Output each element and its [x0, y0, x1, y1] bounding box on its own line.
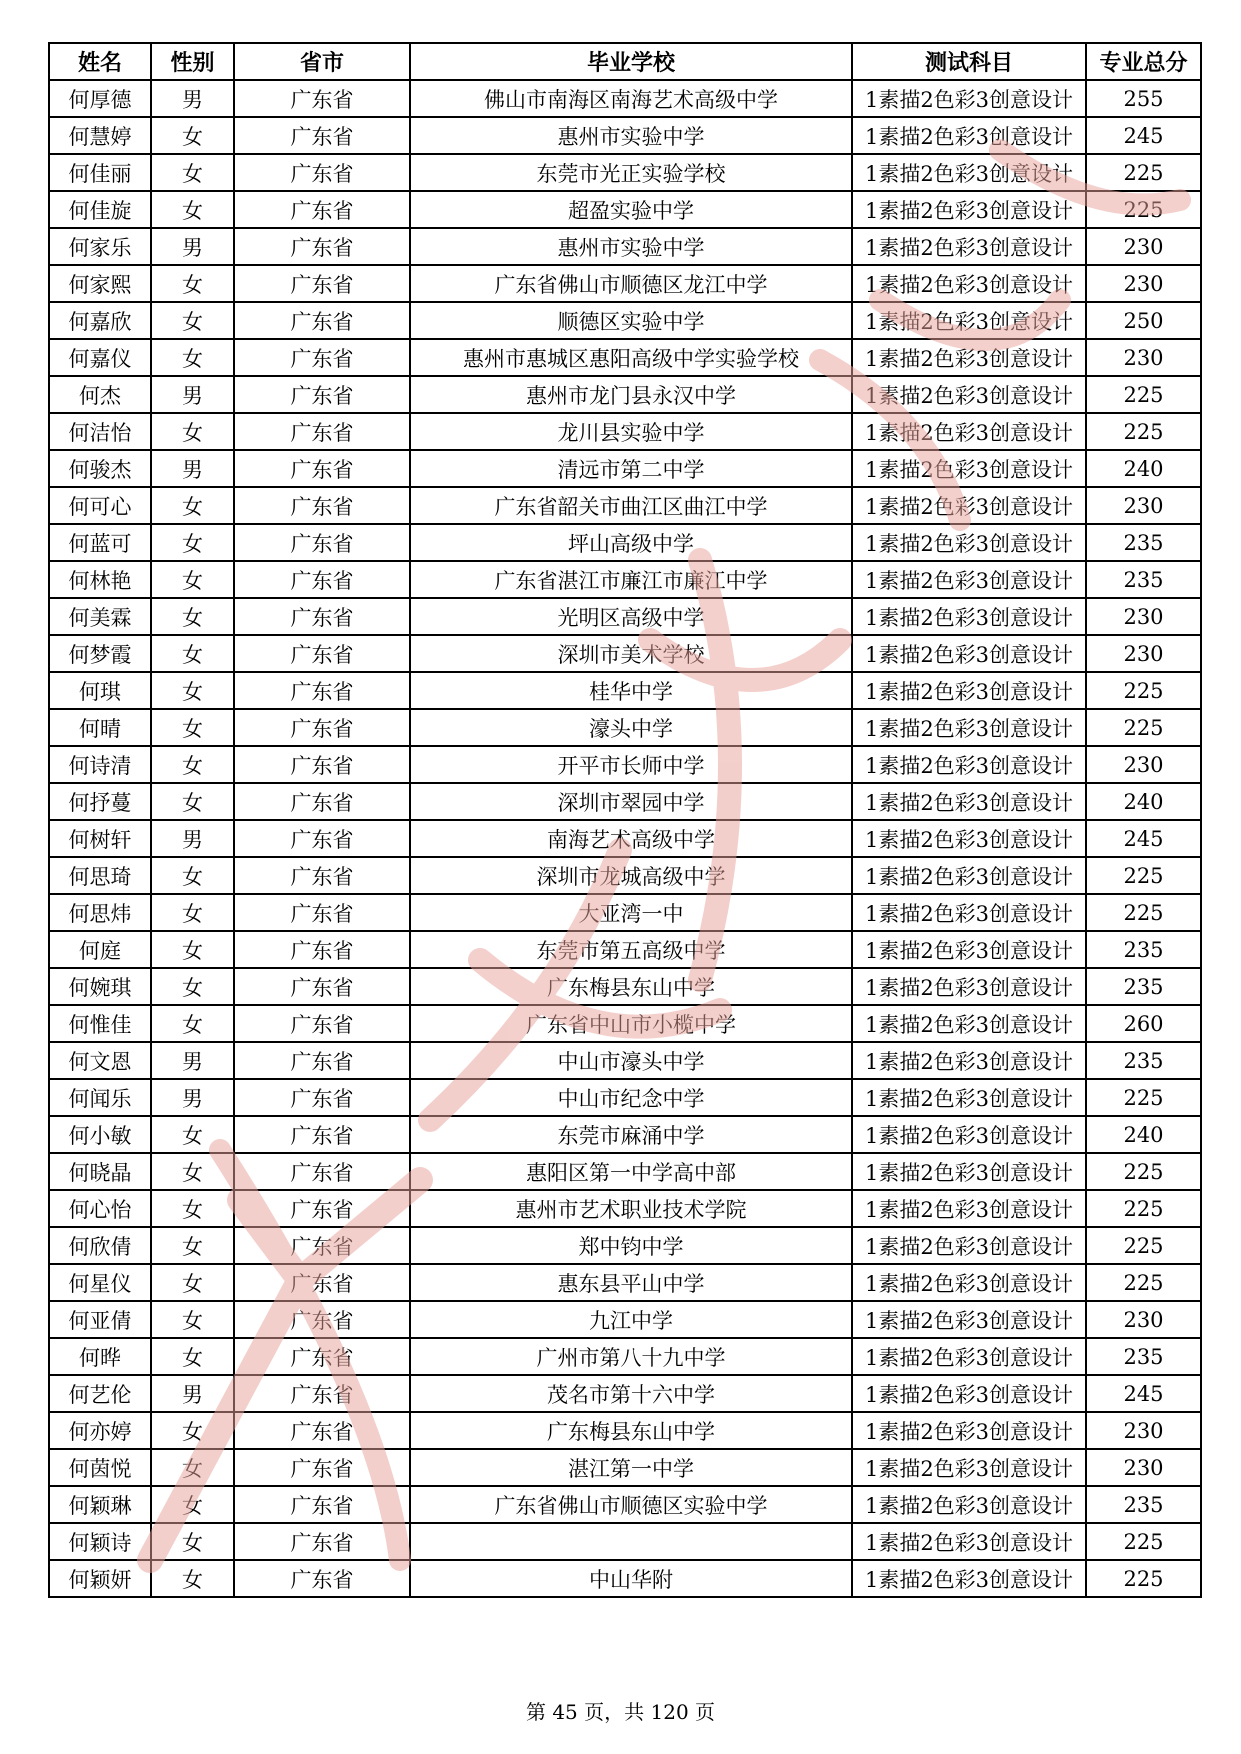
cell-subjects: 1素描2色彩3创意设计 [852, 635, 1086, 672]
cell-name: 何颖妍 [49, 1560, 151, 1597]
cell-name: 何厚德 [49, 80, 151, 117]
cell-school: 九江中学 [410, 1301, 852, 1338]
cell-province: 广东省 [234, 524, 410, 561]
cell-school: 广东省佛山市顺德区实验中学 [410, 1486, 852, 1523]
cell-subjects: 1素描2色彩3创意设计 [852, 820, 1086, 857]
cell-province: 广东省 [234, 376, 410, 413]
cell-subjects: 1素描2色彩3创意设计 [852, 783, 1086, 820]
cell-gender: 女 [151, 1412, 234, 1449]
cell-gender: 男 [151, 450, 234, 487]
cell-school: 清远市第二中学 [410, 450, 852, 487]
cell-gender: 女 [151, 1264, 234, 1301]
cell-total-score: 240 [1086, 783, 1201, 820]
cell-total-score: 235 [1086, 561, 1201, 598]
table-row [49, 265, 1201, 302]
cell-subjects: 1素描2色彩3创意设计 [852, 598, 1086, 635]
cell-gender: 女 [151, 302, 234, 339]
cell-gender: 女 [151, 894, 234, 931]
table-row [49, 1560, 1201, 1597]
cell-school: 南海艺术高级中学 [410, 820, 852, 857]
cell-name: 何闻乐 [49, 1079, 151, 1116]
cell-school: 惠州市惠城区惠阳高级中学实验学校 [410, 339, 852, 376]
cell-subjects: 1素描2色彩3创意设计 [852, 1301, 1086, 1338]
cell-subjects: 1素描2色彩3创意设计 [852, 1486, 1086, 1523]
cell-province: 广东省 [234, 709, 410, 746]
cell-school: 坪山高级中学 [410, 524, 852, 561]
cell-total-score: 230 [1086, 1449, 1201, 1486]
cell-name: 何思琦 [49, 857, 151, 894]
cell-province: 广东省 [234, 1079, 410, 1116]
cell-gender: 女 [151, 783, 234, 820]
cell-school: 中山华附 [410, 1560, 852, 1597]
table-row [49, 894, 1201, 931]
cell-school: 惠州市龙门县永汉中学 [410, 376, 852, 413]
table-row [49, 1264, 1201, 1301]
cell-subjects: 1素描2色彩3创意设计 [852, 487, 1086, 524]
cell-gender: 女 [151, 709, 234, 746]
cell-subjects: 1素描2色彩3创意设计 [852, 1116, 1086, 1153]
cell-total-score: 240 [1086, 450, 1201, 487]
cell-province: 广东省 [234, 1264, 410, 1301]
cell-subjects: 1素描2色彩3创意设计 [852, 709, 1086, 746]
cell-subjects: 1素描2色彩3创意设计 [852, 1412, 1086, 1449]
cell-province: 广东省 [234, 894, 410, 931]
cell-name: 何美霖 [49, 598, 151, 635]
cell-gender: 女 [151, 672, 234, 709]
cell-gender: 女 [151, 1005, 234, 1042]
cell-gender: 女 [151, 1153, 234, 1190]
table-row [49, 598, 1201, 635]
cell-total-score: 225 [1086, 1523, 1201, 1560]
cell-name: 何艺伦 [49, 1375, 151, 1412]
header-gender: 性别 [151, 43, 234, 80]
table-row [49, 709, 1201, 746]
cell-school: 广东梅县东山中学 [410, 968, 852, 1005]
cell-school: 佛山市南海区南海艺术高级中学 [410, 80, 852, 117]
cell-school: 惠阳区第一中学高中部 [410, 1153, 852, 1190]
table-row [49, 1116, 1201, 1153]
table-row [49, 154, 1201, 191]
cell-subjects: 1素描2色彩3创意设计 [852, 1079, 1086, 1116]
cell-total-score: 250 [1086, 302, 1201, 339]
cell-province: 广东省 [234, 1560, 410, 1597]
cell-gender: 女 [151, 968, 234, 1005]
cell-school: 惠州市实验中学 [410, 228, 852, 265]
cell-name: 何欣倩 [49, 1227, 151, 1264]
cell-name: 何茵悦 [49, 1449, 151, 1486]
cell-gender: 女 [151, 413, 234, 450]
table-row [49, 1486, 1201, 1523]
cell-province: 广东省 [234, 154, 410, 191]
cell-province: 广东省 [234, 487, 410, 524]
cell-total-score: 230 [1086, 746, 1201, 783]
table-row [49, 413, 1201, 450]
cell-school: 湛江第一中学 [410, 1449, 852, 1486]
cell-subjects: 1素描2色彩3创意设计 [852, 191, 1086, 228]
cell-name: 何树轩 [49, 820, 151, 857]
cell-subjects: 1素描2色彩3创意设计 [852, 80, 1086, 117]
cell-school: 深圳市翠园中学 [410, 783, 852, 820]
header-school: 毕业学校 [410, 43, 852, 80]
cell-subjects: 1素描2色彩3创意设计 [852, 339, 1086, 376]
cell-province: 广东省 [234, 450, 410, 487]
table-row [49, 1301, 1201, 1338]
cell-subjects: 1素描2色彩3创意设计 [852, 672, 1086, 709]
cell-province: 广东省 [234, 968, 410, 1005]
cell-school [410, 1523, 852, 1560]
table-row [49, 339, 1201, 376]
cell-total-score: 235 [1086, 524, 1201, 561]
table-row [49, 1523, 1201, 1560]
cell-total-score: 235 [1086, 1486, 1201, 1523]
cell-name: 何亚倩 [49, 1301, 151, 1338]
cell-total-score: 235 [1086, 1338, 1201, 1375]
cell-subjects: 1素描2色彩3创意设计 [852, 524, 1086, 561]
cell-province: 广东省 [234, 857, 410, 894]
cell-total-score: 245 [1086, 1375, 1201, 1412]
cell-total-score: 230 [1086, 339, 1201, 376]
cell-province: 广东省 [234, 228, 410, 265]
cell-gender: 女 [151, 1301, 234, 1338]
cell-school: 广东省中山市小榄中学 [410, 1005, 852, 1042]
cell-name: 何文恩 [49, 1042, 151, 1079]
cell-total-score: 245 [1086, 117, 1201, 154]
cell-subjects: 1素描2色彩3创意设计 [852, 154, 1086, 191]
cell-province: 广东省 [234, 117, 410, 154]
table-row [49, 302, 1201, 339]
cell-gender: 女 [151, 339, 234, 376]
cell-province: 广东省 [234, 1227, 410, 1264]
table-row [49, 487, 1201, 524]
cell-school: 广东省佛山市顺德区龙江中学 [410, 265, 852, 302]
cell-total-score: 230 [1086, 228, 1201, 265]
cell-school: 东莞市光正实验学校 [410, 154, 852, 191]
table-row [49, 1449, 1201, 1486]
cell-gender: 女 [151, 117, 234, 154]
cell-total-score: 225 [1086, 857, 1201, 894]
cell-total-score: 225 [1086, 1227, 1201, 1264]
cell-province: 广东省 [234, 672, 410, 709]
table-row [49, 1005, 1201, 1042]
page-footer: 第 45 页，共 120 页 [525, 1700, 716, 1724]
cell-province: 广东省 [234, 746, 410, 783]
cell-school: 东莞市第五高级中学 [410, 931, 852, 968]
cell-gender: 女 [151, 1190, 234, 1227]
cell-province: 广东省 [234, 635, 410, 672]
cell-name: 何骏杰 [49, 450, 151, 487]
cell-total-score: 230 [1086, 635, 1201, 672]
cell-subjects: 1素描2色彩3创意设计 [852, 1375, 1086, 1412]
table-row [49, 450, 1201, 487]
cell-gender: 男 [151, 228, 234, 265]
cell-gender: 女 [151, 1116, 234, 1153]
cell-total-score: 225 [1086, 1079, 1201, 1116]
cell-province: 广东省 [234, 1486, 410, 1523]
cell-name: 何抒蔓 [49, 783, 151, 820]
cell-gender: 男 [151, 80, 234, 117]
cell-gender: 女 [151, 154, 234, 191]
cell-gender: 女 [151, 1449, 234, 1486]
header-subjects: 测试科目 [852, 43, 1086, 80]
cell-school: 光明区高级中学 [410, 598, 852, 635]
table-row [49, 820, 1201, 857]
cell-province: 广东省 [234, 1190, 410, 1227]
cell-subjects: 1素描2色彩3创意设计 [852, 1338, 1086, 1375]
cell-gender: 女 [151, 561, 234, 598]
cell-gender: 女 [151, 191, 234, 228]
table-body [49, 80, 1201, 1597]
cell-province: 广东省 [234, 1523, 410, 1560]
cell-subjects: 1素描2色彩3创意设计 [852, 1227, 1086, 1264]
cell-gender: 女 [151, 931, 234, 968]
cell-name: 何婉琪 [49, 968, 151, 1005]
cell-gender: 女 [151, 1338, 234, 1375]
cell-total-score: 230 [1086, 1412, 1201, 1449]
cell-province: 广东省 [234, 191, 410, 228]
cell-province: 广东省 [234, 598, 410, 635]
cell-province: 广东省 [234, 1005, 410, 1042]
cell-total-score: 225 [1086, 1153, 1201, 1190]
cell-province: 广东省 [234, 1449, 410, 1486]
cell-total-score: 225 [1086, 413, 1201, 450]
results-table [48, 42, 1202, 1598]
cell-province: 广东省 [234, 1375, 410, 1412]
cell-subjects: 1素描2色彩3创意设计 [852, 1042, 1086, 1079]
cell-name: 何思炜 [49, 894, 151, 931]
cell-school: 超盈实验中学 [410, 191, 852, 228]
cell-total-score: 245 [1086, 820, 1201, 857]
cell-subjects: 1素描2色彩3创意设计 [852, 894, 1086, 931]
cell-name: 何心怡 [49, 1190, 151, 1227]
results-table-container [48, 42, 1200, 1598]
table-row [49, 376, 1201, 413]
cell-total-score: 225 [1086, 709, 1201, 746]
cell-school: 顺德区实验中学 [410, 302, 852, 339]
cell-subjects: 1素描2色彩3创意设计 [852, 746, 1086, 783]
cell-name: 何佳丽 [49, 154, 151, 191]
table-row [49, 1412, 1201, 1449]
cell-school: 惠东县平山中学 [410, 1264, 852, 1301]
cell-province: 广东省 [234, 783, 410, 820]
cell-subjects: 1素描2色彩3创意设计 [852, 1449, 1086, 1486]
table-row [49, 857, 1201, 894]
table-row [49, 524, 1201, 561]
cell-province: 广东省 [234, 1116, 410, 1153]
table-row [49, 968, 1201, 1005]
cell-province: 广东省 [234, 1153, 410, 1190]
cell-gender: 男 [151, 1375, 234, 1412]
header-name: 姓名 [49, 43, 151, 80]
cell-school: 广东省湛江市廉江市廉江中学 [410, 561, 852, 598]
table-row [49, 1338, 1201, 1375]
cell-name: 何家熙 [49, 265, 151, 302]
table-row [49, 1227, 1201, 1264]
cell-school: 龙川县实验中学 [410, 413, 852, 450]
cell-province: 广东省 [234, 1301, 410, 1338]
cell-total-score: 225 [1086, 672, 1201, 709]
cell-name: 何可心 [49, 487, 151, 524]
cell-name: 何颖诗 [49, 1523, 151, 1560]
cell-school: 濠头中学 [410, 709, 852, 746]
cell-subjects: 1素描2色彩3创意设计 [852, 302, 1086, 339]
table-row [49, 191, 1201, 228]
cell-gender: 女 [151, 487, 234, 524]
cell-name: 何晓晶 [49, 1153, 151, 1190]
cell-province: 广东省 [234, 302, 410, 339]
cell-school: 深圳市美术学校 [410, 635, 852, 672]
cell-school: 茂名市第十六中学 [410, 1375, 852, 1412]
cell-gender: 女 [151, 635, 234, 672]
cell-name: 何慧婷 [49, 117, 151, 154]
cell-school: 惠州市艺术职业技术学院 [410, 1190, 852, 1227]
cell-subjects: 1素描2色彩3创意设计 [852, 1264, 1086, 1301]
cell-total-score: 225 [1086, 191, 1201, 228]
table-row [49, 1190, 1201, 1227]
cell-school: 东莞市麻涌中学 [410, 1116, 852, 1153]
cell-gender: 男 [151, 1042, 234, 1079]
cell-total-score: 225 [1086, 1190, 1201, 1227]
cell-province: 广东省 [234, 339, 410, 376]
cell-gender: 女 [151, 1523, 234, 1560]
cell-name: 何亦婷 [49, 1412, 151, 1449]
cell-school: 广东梅县东山中学 [410, 1412, 852, 1449]
cell-school: 大亚湾一中 [410, 894, 852, 931]
table-row [49, 635, 1201, 672]
cell-subjects: 1素描2色彩3创意设计 [852, 265, 1086, 302]
cell-name: 何惟佳 [49, 1005, 151, 1042]
cell-school: 桂华中学 [410, 672, 852, 709]
table-row [49, 672, 1201, 709]
header-province: 省市 [234, 43, 410, 80]
cell-school: 深圳市龙城高级中学 [410, 857, 852, 894]
cell-gender: 男 [151, 820, 234, 857]
cell-subjects: 1素描2色彩3创意设计 [852, 1005, 1086, 1042]
cell-province: 广东省 [234, 80, 410, 117]
cell-total-score: 235 [1086, 931, 1201, 968]
cell-gender: 女 [151, 1486, 234, 1523]
cell-school: 广东省韶关市曲江区曲江中学 [410, 487, 852, 524]
cell-name: 何梦霞 [49, 635, 151, 672]
cell-province: 广东省 [234, 1412, 410, 1449]
cell-name: 何小敏 [49, 1116, 151, 1153]
cell-subjects: 1素描2色彩3创意设计 [852, 376, 1086, 413]
cell-total-score: 225 [1086, 1560, 1201, 1597]
cell-name: 何洁怡 [49, 413, 151, 450]
cell-subjects: 1素描2色彩3创意设计 [852, 228, 1086, 265]
cell-province: 广东省 [234, 1042, 410, 1079]
table-row [49, 1079, 1201, 1116]
table-header-row [49, 43, 1201, 80]
table-row [49, 1042, 1201, 1079]
cell-name: 何晔 [49, 1338, 151, 1375]
cell-gender: 男 [151, 1079, 234, 1116]
cell-gender: 女 [151, 1560, 234, 1597]
cell-province: 广东省 [234, 931, 410, 968]
cell-name: 何琪 [49, 672, 151, 709]
cell-subjects: 1素描2色彩3创意设计 [852, 117, 1086, 154]
cell-province: 广东省 [234, 561, 410, 598]
cell-subjects: 1素描2色彩3创意设计 [852, 968, 1086, 1005]
cell-province: 广东省 [234, 265, 410, 302]
cell-name: 何蓝可 [49, 524, 151, 561]
cell-province: 广东省 [234, 820, 410, 857]
cell-gender: 男 [151, 376, 234, 413]
cell-subjects: 1素描2色彩3创意设计 [852, 931, 1086, 968]
cell-total-score: 225 [1086, 894, 1201, 931]
table-row [49, 746, 1201, 783]
cell-name: 何嘉仪 [49, 339, 151, 376]
table-row [49, 1375, 1201, 1412]
cell-subjects: 1素描2色彩3创意设计 [852, 1523, 1086, 1560]
cell-gender: 女 [151, 598, 234, 635]
cell-total-score: 240 [1086, 1116, 1201, 1153]
cell-total-score: 235 [1086, 968, 1201, 1005]
cell-name: 何诗清 [49, 746, 151, 783]
cell-total-score: 230 [1086, 265, 1201, 302]
cell-gender: 女 [151, 265, 234, 302]
cell-name: 何佳旋 [49, 191, 151, 228]
cell-subjects: 1素描2色彩3创意设计 [852, 450, 1086, 487]
cell-name: 何家乐 [49, 228, 151, 265]
table-row [49, 80, 1201, 117]
cell-total-score: 230 [1086, 598, 1201, 635]
table-row [49, 561, 1201, 598]
cell-name: 何晴 [49, 709, 151, 746]
cell-total-score: 225 [1086, 154, 1201, 191]
cell-name: 何嘉欣 [49, 302, 151, 339]
cell-province: 广东省 [234, 1338, 410, 1375]
cell-total-score: 230 [1086, 1301, 1201, 1338]
cell-subjects: 1素描2色彩3创意设计 [852, 561, 1086, 598]
table-row [49, 1153, 1201, 1190]
cell-total-score: 230 [1086, 487, 1201, 524]
cell-gender: 女 [151, 1227, 234, 1264]
table-row [49, 931, 1201, 968]
cell-subjects: 1素描2色彩3创意设计 [852, 857, 1086, 894]
cell-school: 中山市濠头中学 [410, 1042, 852, 1079]
cell-name: 何林艳 [49, 561, 151, 598]
cell-subjects: 1素描2色彩3创意设计 [852, 1560, 1086, 1597]
cell-total-score: 255 [1086, 80, 1201, 117]
cell-gender: 女 [151, 746, 234, 783]
cell-school: 广州市第八十九中学 [410, 1338, 852, 1375]
cell-subjects: 1素描2色彩3创意设计 [852, 1190, 1086, 1227]
cell-total-score: 225 [1086, 376, 1201, 413]
cell-name: 何杰 [49, 376, 151, 413]
cell-school: 郑中钧中学 [410, 1227, 852, 1264]
cell-total-score: 235 [1086, 1042, 1201, 1079]
cell-gender: 女 [151, 857, 234, 894]
cell-name: 何星仪 [49, 1264, 151, 1301]
cell-gender: 女 [151, 524, 234, 561]
cell-name: 何庭 [49, 931, 151, 968]
header-total-score: 专业总分 [1086, 43, 1201, 80]
table-row [49, 228, 1201, 265]
cell-total-score: 225 [1086, 1264, 1201, 1301]
table-row [49, 783, 1201, 820]
cell-name: 何颖琳 [49, 1486, 151, 1523]
cell-total-score: 260 [1086, 1005, 1201, 1042]
cell-school: 惠州市实验中学 [410, 117, 852, 154]
cell-province: 广东省 [234, 413, 410, 450]
cell-school: 中山市纪念中学 [410, 1079, 852, 1116]
cell-subjects: 1素描2色彩3创意设计 [852, 413, 1086, 450]
cell-subjects: 1素描2色彩3创意设计 [852, 1153, 1086, 1190]
cell-school: 开平市长师中学 [410, 746, 852, 783]
table-row [49, 117, 1201, 154]
